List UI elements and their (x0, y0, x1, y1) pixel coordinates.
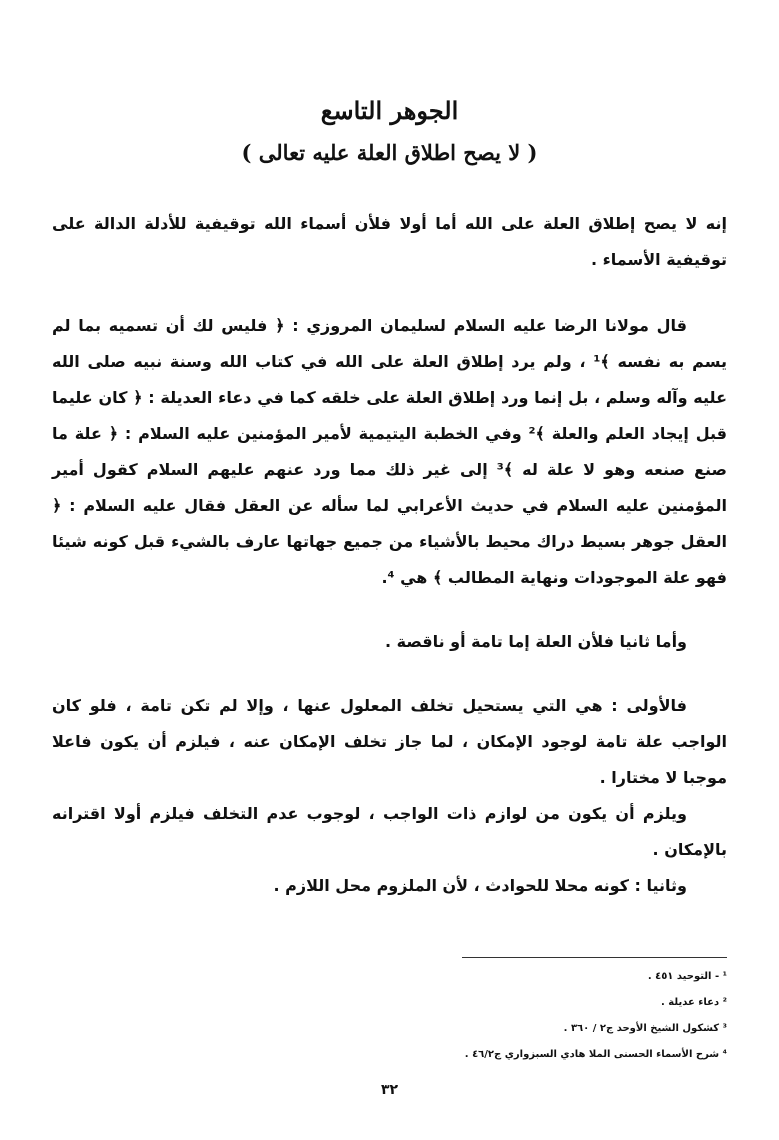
paragraph-first-type: فالأولى : هي التي يستحيل تخلف المعلول عنها ، وإلا لم تكن تامة ، فلو كان الواجب علة تامة لوجود الإمكان ، لما جاز تخلف الإمكان عنه ، فيلزم أن يكون فاعلا موجبا لا مختارا . (52, 696, 727, 787)
footnote-divider (462, 957, 727, 958)
paragraph-second-point: وثانيا : كونه محلا للحوادث ، لأن الملزوم محل اللازم . (273, 876, 687, 895)
paragraph-implication: ويلزم أن يكون من لوازم ذات الواجب ، لوجوب عدم التخلف فيلزم أولا اقترانه بالإمكان . (52, 804, 727, 859)
paragraph-intro: إنه لا يصح إطلاق العلة على الله أما أولا فلأن أسماء الله توقيفية للأدلة الدالة على توقيفية الأسماء . (52, 214, 727, 269)
page-number: ٣٢ (380, 1082, 399, 1098)
footnote-3: ³ كشكول الشيخ الأوحد ج٢ / ٣٦٠ . (563, 1023, 727, 1034)
paragraph-second-reason: وأما ثانيا فلأن العلة إما تامة أو ناقصة . (385, 632, 687, 651)
footnote-1: ¹ - التوحيد ٤٥١ . (647, 971, 727, 982)
body-text (52, 206, 727, 904)
chapter-title: الجوهر التاسع (320, 96, 459, 125)
footnotes (327, 964, 727, 1068)
chapter-subtitle: ( لا يصح اطلاق العلة عليه تعالى ) (241, 140, 538, 165)
paragraph-quotes: قال مولانا الرضا عليه السلام لسليمان المروزي : ﴿ فليس لك أن تسميه بما لم يسم به نفسه ﴾¹ ، ولم يرد إطلاق العلة على الله في كتاب الله وسنة نبيه صلى الله عليه وآله وسلم ، بل إنما ورد إطلاق العلة على خلقه كما في دعاء العديلة : ﴿ كان عليما قبل إيجاد العلم والعلة ﴾² وفي الخطبة اليتيمية لأمير المؤمنين عليه السلام : ﴿ علة ما صنع صنعه وهو لا علة له ﴾³ إلى غير ذلك مما ورد عنهم عليهم السلام كقول أمير المؤمنين عليه السلام في حديث الأعرابي لما سأله عن العقل فقال عليه السلام : ﴿ العقل جوهر بسيط دراك محيط بالأشياء من جميع جهاتها عارف بالشيء قبل كونه شيئا فهو علة الموجودات ونهاية المطالب ﴾ هي ⁴. (52, 316, 728, 587)
footnote-4: ⁴ شرح الأسماء الحسنى الملا هادي السبزواري ج٤٦/٢ . (464, 1049, 727, 1060)
footnote-2: ² دعاء عديلة . (661, 997, 727, 1008)
